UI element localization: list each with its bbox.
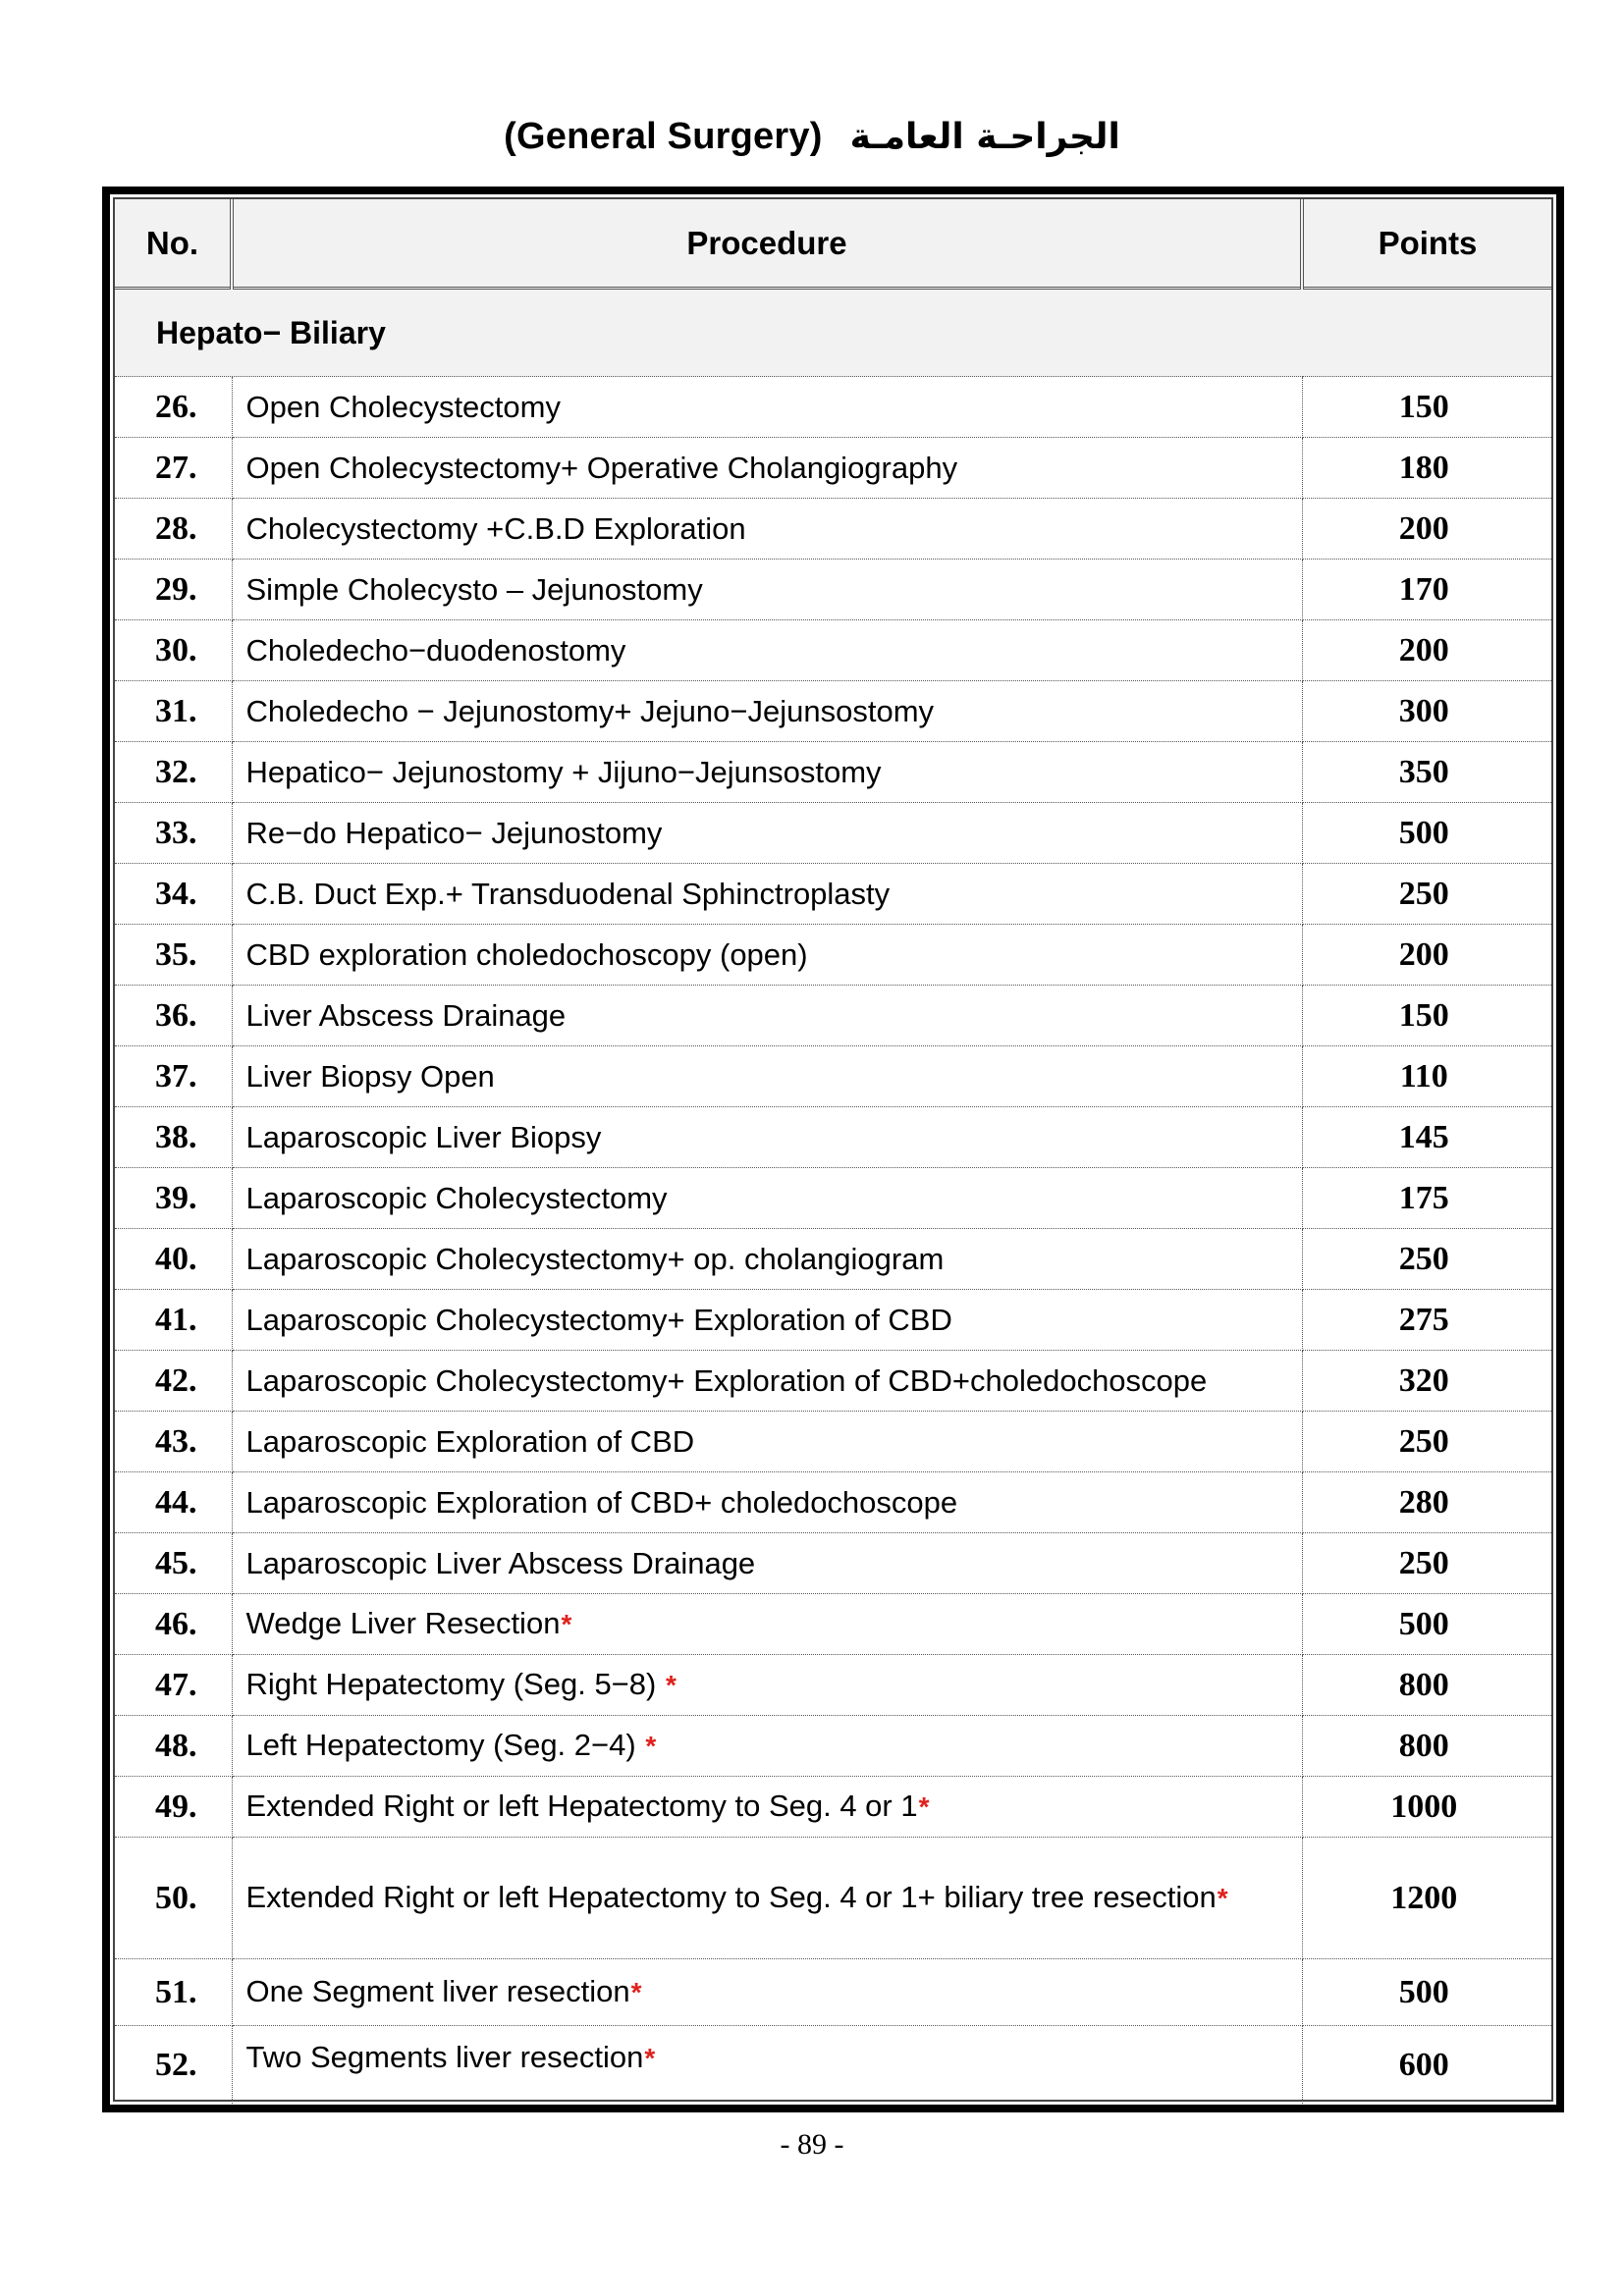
section-heading: Hepato− Biliary [115,289,1551,377]
procedure-cell [232,1594,1302,1655]
procedure-cell [232,1655,1302,1716]
procedure-name: Extended Right or left Hepatectomy to Seg. 4 or 1 [245,1789,918,1823]
page-title-english: (General Surgery) [504,116,823,157]
procedure-cell [232,1229,1302,1290]
points-value: 150 [1302,986,1551,1046]
procedure-cell [232,1351,1302,1412]
procedure-cell [232,560,1302,620]
points-value: 175 [1302,1168,1551,1229]
table-frame [102,187,1564,2112]
row-number: 43. [115,1412,232,1472]
page-title [0,116,1624,158]
points-value: 200 [1302,499,1551,560]
row-number: 50. [115,1838,232,1959]
row-number: 48. [115,1716,232,1777]
procedure-cell [232,1412,1302,1472]
procedure-cell [232,1107,1302,1168]
section-row [115,289,1551,377]
procedure-cell [232,925,1302,986]
procedure-name: Laparoscopic Cholecystectomy [245,1180,668,1215]
procedure-cell [232,1716,1302,1777]
procedure-name: Choledecho − Jejunostomy+ Jejuno−Jejunsostomy [245,693,935,728]
table-row [115,986,1551,1046]
points-value: 350 [1302,742,1551,803]
procedure-name: Simple Cholecysto – Jejunostomy [245,571,703,607]
row-number: 41. [115,1290,232,1351]
procedure-name: Choledecho−duodenostomy [245,632,626,667]
row-number: 52. [115,2026,232,2105]
procedure-cell [232,620,1302,681]
procedure-cell [232,2026,1302,2105]
table-row [115,1655,1551,1716]
points-value: 500 [1302,1959,1551,2026]
procedure-name: Laparoscopic Exploration of CBD+ choledochoscope [245,1484,958,1520]
table-row [115,560,1551,620]
points-value: 145 [1302,1107,1551,1168]
table-row [115,803,1551,864]
procedure-name: Open Cholecystectomy+ Operative Cholangiography [245,450,958,485]
table-row [115,377,1551,438]
page-number: - 89 - [780,2128,844,2161]
procedure-cell [232,1168,1302,1229]
procedure-cell [232,1290,1302,1351]
row-number: 36. [115,986,232,1046]
row-number: 44. [115,1472,232,1533]
row-number: 46. [115,1594,232,1655]
procedure-cell [232,499,1302,560]
points-value: 280 [1302,1472,1551,1533]
points-value: 275 [1302,1290,1551,1351]
procedure-name: Left Hepatectomy (Seg. 2−4) [245,1728,645,1762]
procedure-name: CBD exploration choledochoscopy (open) [245,936,808,972]
table-row [115,2026,1551,2105]
asterisk-icon: * [561,1609,572,1639]
row-number: 42. [115,1351,232,1412]
points-value: 200 [1302,620,1551,681]
procedure-cell [232,1046,1302,1107]
table-row [115,1716,1551,1777]
table-row [115,1838,1551,1959]
points-value: 170 [1302,560,1551,620]
procedure-name: Laparoscopic Cholecystectomy+ Exploration of CBD+choledochoscope [245,1362,1208,1398]
row-number: 45. [115,1533,232,1594]
row-number: 38. [115,1107,232,1168]
procedure-cell [232,438,1302,499]
procedure-cell [232,864,1302,925]
points-value: 150 [1302,377,1551,438]
points-value: 1200 [1302,1838,1551,1959]
row-number: 35. [115,925,232,986]
points-value: 500 [1302,803,1551,864]
points-value: 250 [1302,864,1551,925]
points-value: 250 [1302,1412,1551,1472]
table-body [115,289,1551,2105]
table-row [115,681,1551,742]
asterisk-icon: * [1217,1883,1228,1913]
procedure-cell [232,1959,1302,2026]
table-row [115,925,1551,986]
table-row [115,620,1551,681]
procedure-name: Laparoscopic Cholecystectomy+ op. cholangiogram [245,1241,945,1276]
table-row [115,1290,1551,1351]
table-row [115,1533,1551,1594]
table-row [115,438,1551,499]
procedure-name: Laparoscopic Liver Biopsy [245,1119,602,1154]
table-row [115,1168,1551,1229]
procedure-name: One Segment liver resection [245,1974,630,2008]
asterisk-icon: * [918,1791,930,1822]
row-number: 28. [115,499,232,560]
asterisk-icon: * [630,1977,642,2007]
procedure-name: Extended Right or left Hepatectomy to Seg. 4 or 1+ biliary tree resection [245,1880,1217,1914]
procedure-name: Re−do Hepatico− Jejunostomy [245,815,663,850]
procedure-name: Laparoscopic Exploration of CBD [245,1423,695,1459]
procedure-name: Laparoscopic Cholecystectomy+ Exploration of CBD [245,1302,952,1337]
row-number: 32. [115,742,232,803]
points-value: 180 [1302,438,1551,499]
row-number: 40. [115,1229,232,1290]
procedure-cell [232,377,1302,438]
procedure-name: Liver Biopsy Open [245,1058,495,1094]
points-value: 300 [1302,681,1551,742]
table-row [115,1594,1551,1655]
table-row [115,1351,1551,1412]
procedure-cell [232,1533,1302,1594]
points-value: 320 [1302,1351,1551,1412]
procedure-name: Cholecystectomy +C.B.D Exploration [245,510,746,546]
column-header-points: Points [1302,199,1551,289]
table-row [115,742,1551,803]
page-title-arabic: الجراحـة العامـة [849,117,1120,157]
procedure-name: Right Hepatectomy (Seg. 5−8) [245,1667,665,1701]
procedure-cell [232,986,1302,1046]
table-row [115,499,1551,560]
points-value: 600 [1398,2046,1449,2083]
table-row [115,1412,1551,1472]
row-number: 51. [115,1959,232,2026]
row-number: 47. [115,1655,232,1716]
row-number: 39. [115,1168,232,1229]
table-row [115,1046,1551,1107]
table-row [115,1959,1551,2026]
procedure-cell [232,742,1302,803]
points-value: 250 [1302,1229,1551,1290]
points-value: 200 [1302,925,1551,986]
row-number: 27. [115,438,232,499]
column-header-procedure: Procedure [232,199,1302,289]
row-number: 26. [115,377,232,438]
row-number: 49. [115,1777,232,1838]
points-value: 1000 [1302,1777,1551,1838]
procedure-cell [232,1777,1302,1838]
points-value: 500 [1302,1594,1551,1655]
procedure-name: Liver Abscess Drainage [245,997,567,1033]
column-header-no: No. [115,199,232,289]
row-number: 33. [115,803,232,864]
asterisk-icon: * [645,1731,657,1761]
points-value: 250 [1302,1533,1551,1594]
procedure-cell [232,1472,1302,1533]
points-value: 800 [1302,1655,1551,1716]
table-row [115,864,1551,925]
row-number: 34. [115,864,232,925]
procedure-name: Open Cholecystectomy [245,389,561,424]
procedures-table [115,199,1551,2104]
table-row [115,1777,1551,1838]
procedure-name: Two Segments liver resection [245,2040,644,2074]
row-number: 30. [115,620,232,681]
table-row [115,1229,1551,1290]
table-row [115,1107,1551,1168]
row-number: 31. [115,681,232,742]
procedure-cell [232,681,1302,742]
table-header-row [115,199,1551,289]
procedure-name: Hepatico− Jejunostomy + Jijuno−Jejunsostomy [245,754,882,789]
table-row [115,1472,1551,1533]
asterisk-icon: * [665,1670,677,1700]
procedure-cell [232,803,1302,864]
procedure-name: Laparoscopic Liver Abscess Drainage [245,1545,756,1580]
asterisk-icon: * [644,2043,656,2073]
points-value: 800 [1302,1716,1551,1777]
procedure-name: Wedge Liver Resection [245,1606,561,1640]
procedure-cell [232,1838,1302,1959]
row-number: 37. [115,1046,232,1107]
points-value: 110 [1302,1046,1551,1107]
row-number: 29. [115,560,232,620]
procedure-name: C.B. Duct Exp.+ Transduodenal Sphinctroplasty [245,876,891,911]
